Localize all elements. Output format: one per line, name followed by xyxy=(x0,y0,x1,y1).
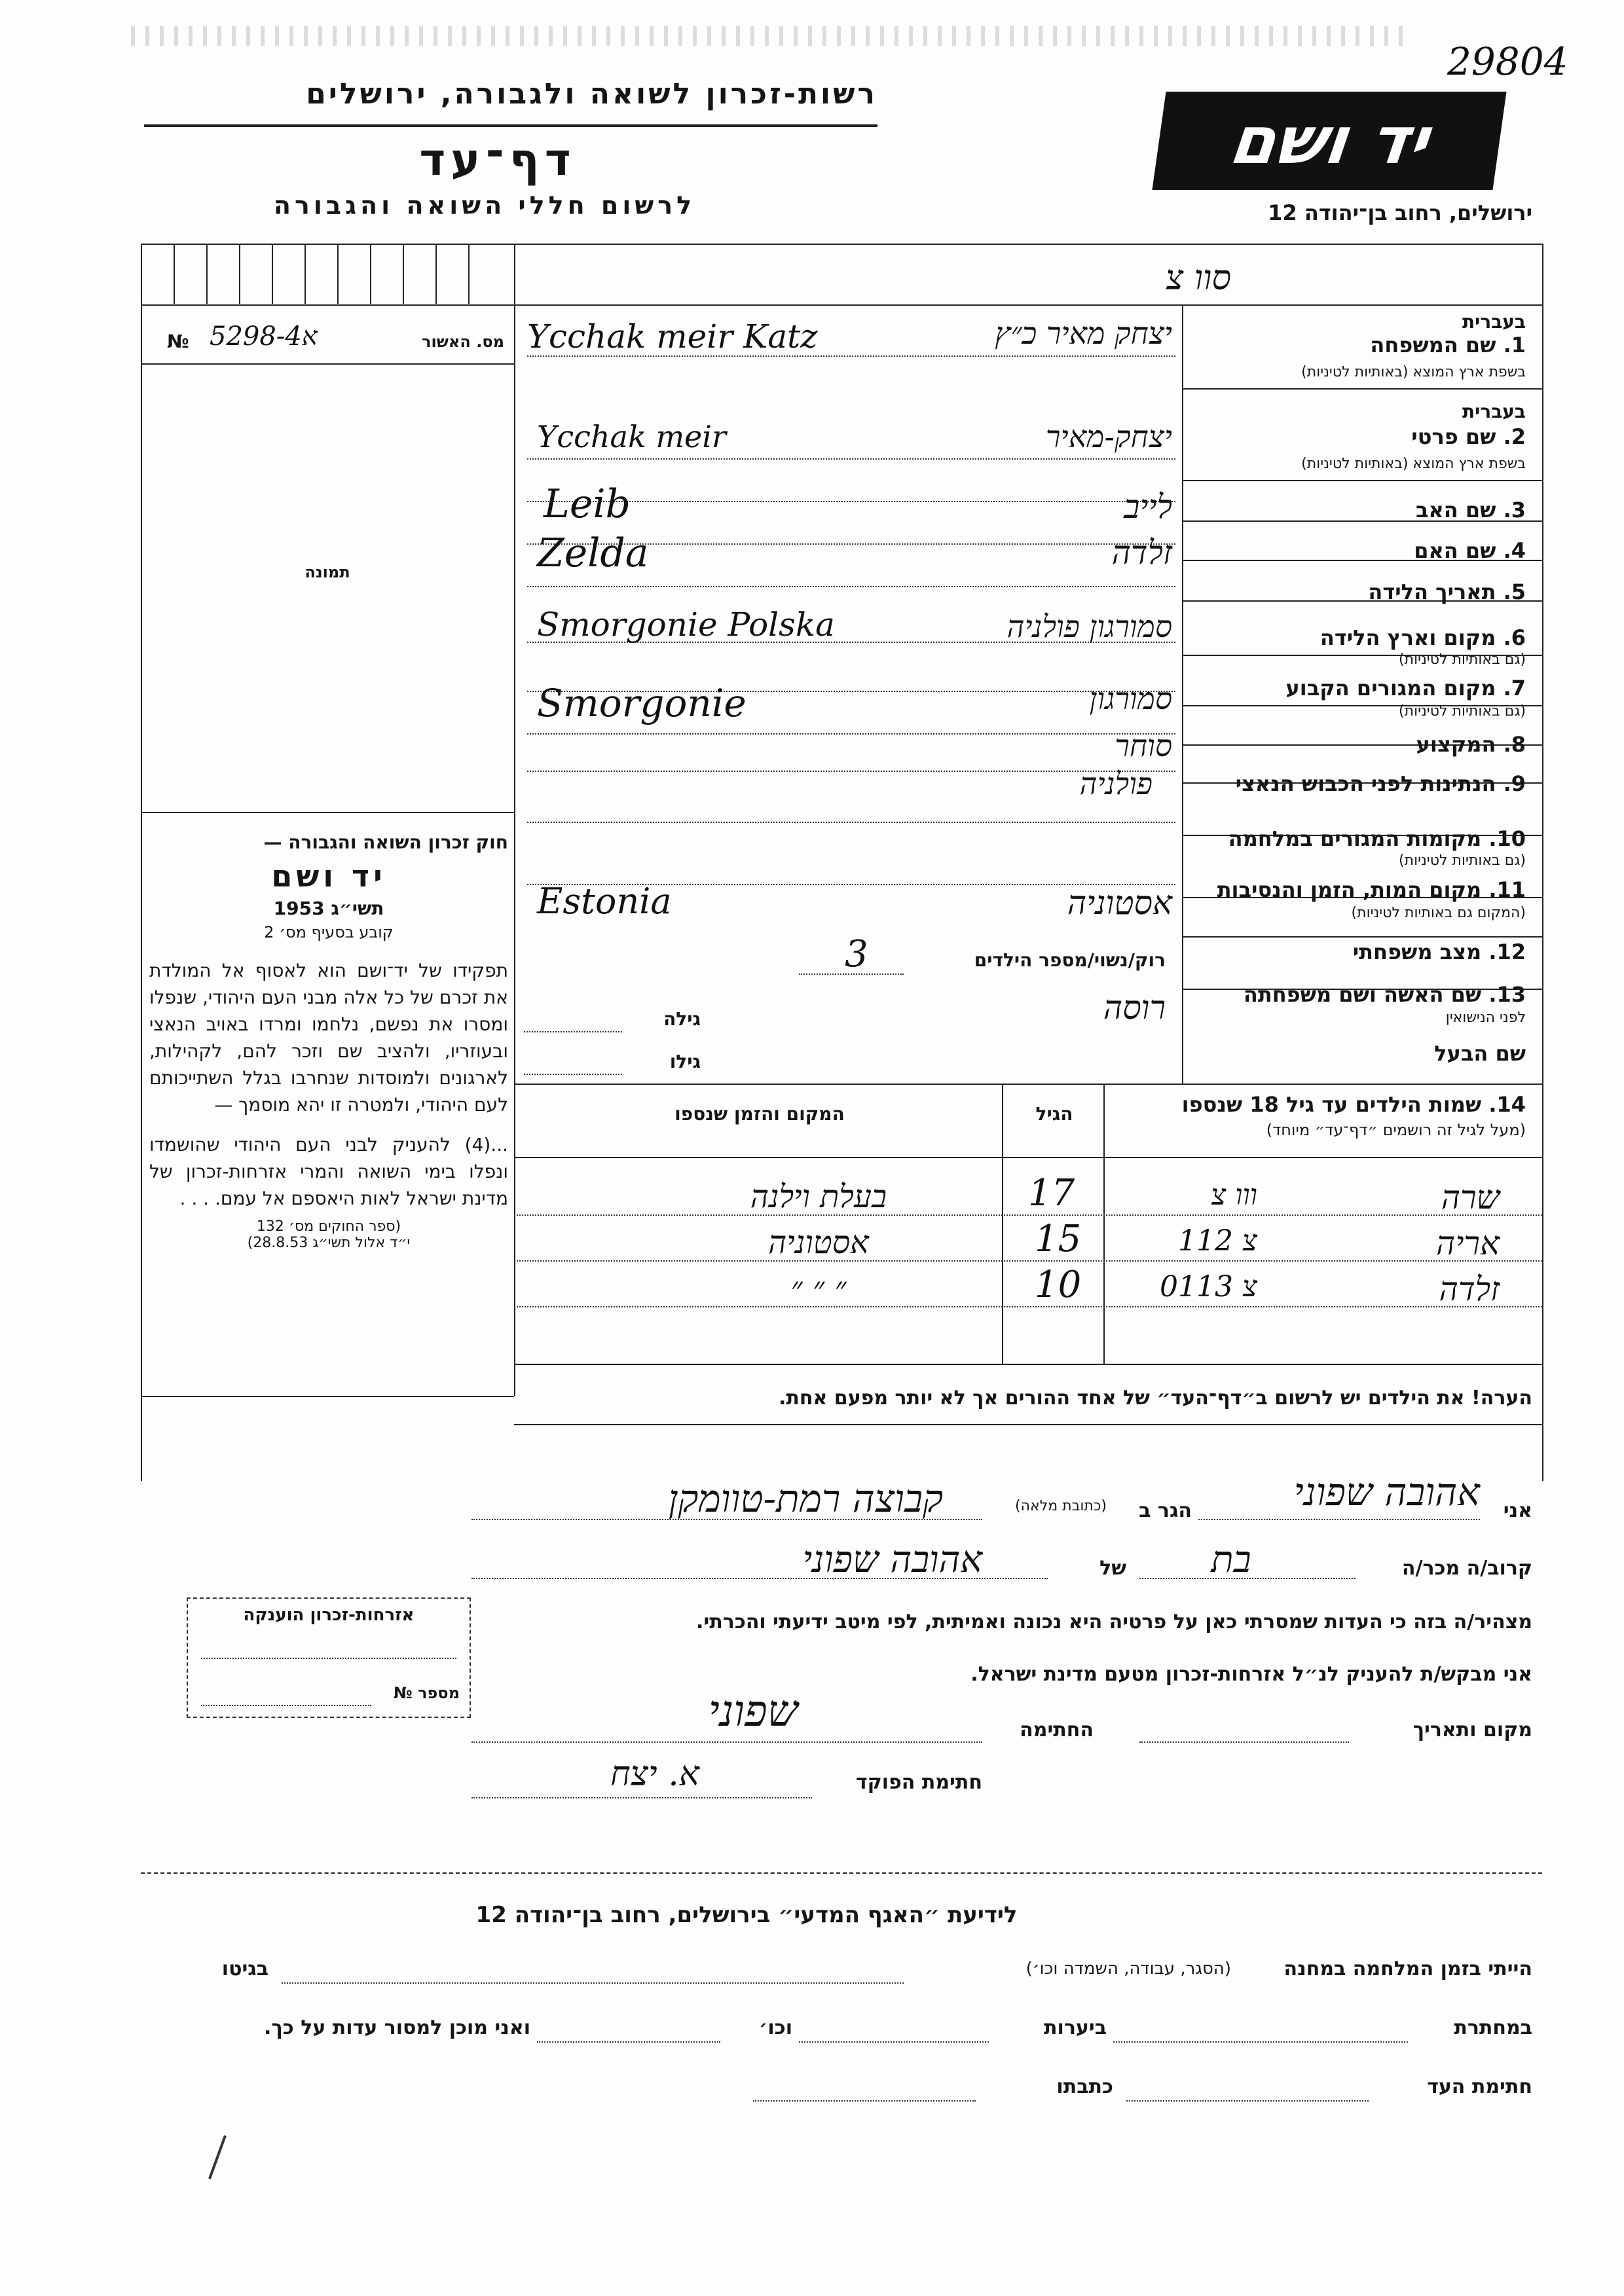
footer-line2-d: ואני מוכן למסור עדות על כך. xyxy=(264,2016,530,2039)
approval-line xyxy=(141,363,514,365)
field-2-latin: Ycchak meir xyxy=(537,419,726,454)
field-11-latin: Estonia xyxy=(537,881,672,922)
remark: הערה! את הילדים יש לרשום ב״דף־העד״ של אחד ההורים אך לא יותר מפעם אחת. xyxy=(779,1387,1532,1410)
child-1-age: 17 xyxy=(1028,1172,1075,1214)
field-4-latin: Zelda xyxy=(537,530,649,576)
footer-title: לידיעת ״האגף המדעי״ בירושלים, רחוב בן־יהודה 12 xyxy=(475,1902,1018,1928)
child-2-tag: צ 112 xyxy=(1177,1224,1257,1258)
lives-label: הגר ב xyxy=(1139,1499,1192,1522)
field-1-hebrew: יצחק מאיר כ״ץ xyxy=(995,316,1172,351)
field-6-no: 6. xyxy=(1503,625,1526,650)
field-4-hebrew: זלדה xyxy=(1111,534,1172,572)
officer-signature: א. יצח xyxy=(610,1755,699,1794)
signature-line xyxy=(471,1741,982,1743)
declarant-line xyxy=(1198,1519,1480,1520)
field-1-name: שם המשפחה xyxy=(1370,333,1496,357)
children-count: 3 xyxy=(845,933,868,975)
relation-value: בת xyxy=(1211,1539,1251,1581)
address: ירושלים, רחוב בן־יהודה 12 xyxy=(1268,200,1532,225)
child-1-tag: ווו צ xyxy=(1211,1178,1257,1212)
child-1-place: בעלת וילנה xyxy=(750,1178,887,1215)
footer-line3-dots-1 xyxy=(1126,2100,1369,2102)
remark-bottom xyxy=(514,1424,1542,1425)
field-12-label xyxy=(1185,939,1526,964)
child-2-age: 15 xyxy=(1035,1218,1082,1260)
footer-line3-dots-2 xyxy=(753,2100,976,2102)
photo-bottom xyxy=(141,812,514,813)
footer-line2-dots-3 xyxy=(537,2041,720,2043)
child-3-age: 10 xyxy=(1035,1264,1082,1306)
footer-line3-a: חתימת העד xyxy=(1427,2075,1532,2098)
field-7-hebrew: סמורגון xyxy=(1089,681,1172,716)
of-label: של xyxy=(1099,1557,1126,1580)
field-7-no: 7. xyxy=(1503,676,1526,701)
field-3-no: 3. xyxy=(1503,498,1526,522)
family-status-options: רוק/נשוי/מספר הילדים xyxy=(974,949,1166,971)
field-13-name: שם האשה ושם משפחתה xyxy=(1243,982,1482,1007)
field-5-label xyxy=(1185,579,1526,604)
relation-label: קרוב/ה מכר/ה xyxy=(1401,1557,1532,1580)
field-3-latin: Leib xyxy=(544,481,631,527)
place-date-label: מקום ותאריך xyxy=(1412,1719,1532,1741)
col-place-header: המקום והזמן שנספו xyxy=(674,1103,845,1125)
child-3-place: ״ ״ ״ xyxy=(790,1270,847,1307)
footer-line2-b: ביערות xyxy=(1044,2016,1107,2039)
field-6-latin: Smorgonie Polska xyxy=(537,606,835,644)
footer-line1-c: בגיטו xyxy=(221,1958,268,1980)
field-13-hebrew: רוסה xyxy=(1103,989,1166,1027)
stamp-smudge xyxy=(131,26,1408,46)
age-husband-line xyxy=(524,1074,622,1075)
footer-line2-dots-2 xyxy=(799,2041,989,2043)
children-title xyxy=(1113,1092,1526,1117)
field-12-no: 12. xyxy=(1488,939,1526,964)
field-7-name: מקום המגורים הקבוע xyxy=(1285,676,1496,701)
field-11-label xyxy=(1185,877,1526,902)
address-note: (כתובת מלאה) xyxy=(1015,1498,1107,1514)
signature-label: החתימה xyxy=(1020,1719,1094,1741)
statement-1: מצהיר/ה בזה כי העדות שמסרתי כאן על פרטיה היא נכונה ואמיתית, לפי מיטב ידיעתי והכרתי. xyxy=(696,1611,1532,1633)
title-underline xyxy=(144,124,877,127)
field-2-heb-tag: בעברית xyxy=(1462,401,1526,422)
child-3-tag: צ 0113 xyxy=(1159,1270,1257,1303)
field-3-hebrew: לייב xyxy=(1124,488,1172,526)
field-2-no: 2. xyxy=(1503,424,1526,449)
officer-label: חתימת הפוקד xyxy=(856,1771,982,1794)
approval-prefix: № xyxy=(167,331,189,352)
field-2-name: שם פרטי xyxy=(1411,424,1496,449)
field-1-latin: Ycchak meir Katz xyxy=(527,318,818,355)
address-line xyxy=(471,1519,982,1520)
field-8-label xyxy=(1185,732,1526,757)
approval-value: 5298-4א xyxy=(210,321,318,352)
field-3-name: שם האב xyxy=(1415,498,1496,522)
field-5-no: 5. xyxy=(1503,579,1526,604)
file-number: 29804 xyxy=(1447,39,1568,84)
field-13-sub: לפני הנישואין xyxy=(1445,1010,1526,1026)
field-7-sub: (גם באותיות לטיניות) xyxy=(1399,703,1526,720)
law-year: תשי״ג 1953 xyxy=(273,898,384,919)
declarant-name: אהובה שפוני xyxy=(1293,1470,1480,1514)
top-note: סוו צ xyxy=(1166,259,1231,298)
law-name: יד ושם xyxy=(271,858,386,894)
field-11-hebrew: אסטוניה xyxy=(1067,884,1172,922)
relation-line xyxy=(1139,1578,1356,1579)
field-8-no: 8. xyxy=(1503,732,1526,757)
footer-top-border xyxy=(141,1872,1542,1874)
footer-line2-dots-1 xyxy=(1113,2041,1408,2043)
field-1-no: 1. xyxy=(1503,333,1526,357)
field-10-label xyxy=(1185,826,1526,851)
of-name: אהובה שפוני xyxy=(802,1539,982,1581)
field-10-sub: (גם באותיות לטיניות) xyxy=(1399,852,1526,869)
field-6-name: מקום וארץ הלידה xyxy=(1320,625,1496,650)
field-9-hebrew: פולניה xyxy=(1079,766,1153,801)
field-2-sub: בשפת ארץ המוצא (באותיות לטיניות) xyxy=(1301,456,1526,472)
citizenship-title: אזרחות-זכרון הוענקה xyxy=(243,1605,415,1625)
logo-text: יד ושם xyxy=(1225,102,1434,179)
field-husband-label: שם הבעל xyxy=(1434,1041,1526,1066)
child-2-name: אריה xyxy=(1436,1224,1500,1262)
field-4-label xyxy=(1185,538,1526,563)
field-2-label xyxy=(1185,424,1526,449)
field-5-name: תאריך הלידה xyxy=(1368,579,1496,604)
field-10-name: מקומות המגורים במלחמה xyxy=(1228,826,1482,851)
field-10-no: 10. xyxy=(1488,826,1526,851)
field-11-name: מקום המות, הזמן והנסיבות xyxy=(1217,877,1482,902)
field-4-name: שם האם xyxy=(1414,538,1496,563)
footer-line2-a: במחתרת xyxy=(1454,2016,1532,2039)
field-7-label xyxy=(1185,676,1526,701)
of-line xyxy=(471,1578,1048,1579)
field-1-label xyxy=(1185,333,1526,357)
field-6-label xyxy=(1185,625,1526,650)
yad-vashem-logo xyxy=(1152,92,1506,190)
field-8-name: המקצוע xyxy=(1416,732,1496,757)
field-8-hebrew: סוחר xyxy=(1115,728,1172,763)
frame-right xyxy=(1542,244,1543,1481)
age-husband-label: גילו xyxy=(669,1051,701,1072)
citizenship-box xyxy=(187,1597,471,1718)
field-13-label xyxy=(1185,982,1526,1007)
field-3-label xyxy=(1185,498,1526,522)
footer-line1-dots xyxy=(282,1982,904,1984)
field-11-sub: (המקום גם באותיות לטיניות) xyxy=(1351,905,1526,921)
photo-label: תמונה xyxy=(304,563,350,581)
field-6-hebrew: סמורגון פולניה xyxy=(1006,609,1172,644)
field-13-no: 13. xyxy=(1488,982,1526,1007)
field-1-sub: בשפת ארץ המוצא (באותיות לטיניות) xyxy=(1301,364,1526,380)
page-subtitle: לרשום חללי השואה והגבורה xyxy=(273,191,696,220)
children-no: 14. xyxy=(1488,1092,1526,1117)
citizenship-number-label: מספר № xyxy=(393,1684,460,1702)
child-3-name: זלדה xyxy=(1439,1270,1500,1308)
footer-line1-a: הייתי בזמן המלחמה במחנה xyxy=(1283,1958,1532,1980)
children-count-line xyxy=(799,974,904,975)
footer-line1-b: (הסגר, עבודה, השמדה וכו׳) xyxy=(1025,1959,1231,1978)
law-title: חוק זכרון השואה והגבורה — xyxy=(263,831,508,853)
field-1-heb-tag: בעברית xyxy=(1462,311,1526,333)
frame-bottom-left xyxy=(141,1396,514,1397)
pen-mark xyxy=(208,2135,227,2179)
age-wife-label: גילה xyxy=(663,1008,701,1030)
officer-line xyxy=(471,1797,812,1798)
field-9-name: הנתינות לפני הכבוש הנאצי xyxy=(1235,771,1496,796)
field-6-sub: (גם באותיות לטיניות) xyxy=(1399,651,1526,668)
statement-2: אני מבקש/ת להעניק לנ״ל אזרחות-זכרון מטעם מדינת ישראל. xyxy=(970,1663,1532,1686)
authority-title: רשות-זכרון לשואה ולגבורה, ירושלים xyxy=(306,77,877,111)
age-wife-line xyxy=(524,1031,622,1032)
field-4-no: 4. xyxy=(1503,538,1526,563)
law-source: (ספר החוקים מס׳ 132 xyxy=(256,1218,401,1235)
declaration-i-label: אני xyxy=(1503,1499,1532,1522)
footer-line2-c: וכו׳ xyxy=(759,2016,792,2039)
page-title: דף־עד xyxy=(419,134,576,186)
children-title-text: שמות הילדים עד גיל 18 שנספו xyxy=(1181,1092,1482,1117)
field-11-no: 11. xyxy=(1488,877,1526,902)
frame-left xyxy=(141,244,142,1481)
col-age-header: הגיל xyxy=(1035,1103,1073,1125)
law-source-date: י״ד אלול תשי״ג 28.8.53) xyxy=(247,1235,411,1251)
code-boxes xyxy=(141,244,514,304)
field-7-latin: Smorgonie xyxy=(537,681,747,725)
child-2-place: אסטוניה xyxy=(768,1224,869,1261)
law-clause: קובע בסעיף מס׳ 2 xyxy=(264,923,394,941)
address-value: קבוצה רמת-טוומקן xyxy=(668,1476,943,1521)
approval-label: מס. האשור xyxy=(422,333,504,351)
signature-value: שפוני xyxy=(708,1686,798,1736)
footer-line3-b: כתבתו xyxy=(1056,2075,1113,2098)
law-paragraph-2: ...(4) להעניק לבני העם היהודי שהושמדו ונפלו בימי השואה והמרי אזרחות-זכרון של מדינת ישראל לאות היאספם אל עמם. . . . xyxy=(149,1134,508,1209)
law-paragraph-1: תפקידו של יד־ושם הוא לאסוף אל המולדת את זכרם של כל אלה מבני העם היהודי, שנפלו ומסרו את נפשם, נלחמו ומרדו באויב הנאצי ובעוזריו, ולהציב שם וזכר להם, לקהילות, לארגונים ולמוסדות שנחרבו בגלל השתייכותם לעם היהודי, ולמטרה זו יהא מוסמך — xyxy=(149,960,508,1116)
field-12-name: מצב משפחתי xyxy=(1352,939,1482,964)
field-2-hebrew: יצחק-מאיר xyxy=(1045,419,1172,454)
field-9-label xyxy=(1185,771,1526,796)
field-9-no: 9. xyxy=(1503,771,1526,796)
law-box xyxy=(149,831,508,1251)
children-note: (מעל לגיל זה רושמים ״דף־עד״ מיוחד) xyxy=(1266,1121,1526,1139)
child-1-name: שרה xyxy=(1441,1178,1500,1216)
place-date-line xyxy=(1139,1741,1349,1743)
